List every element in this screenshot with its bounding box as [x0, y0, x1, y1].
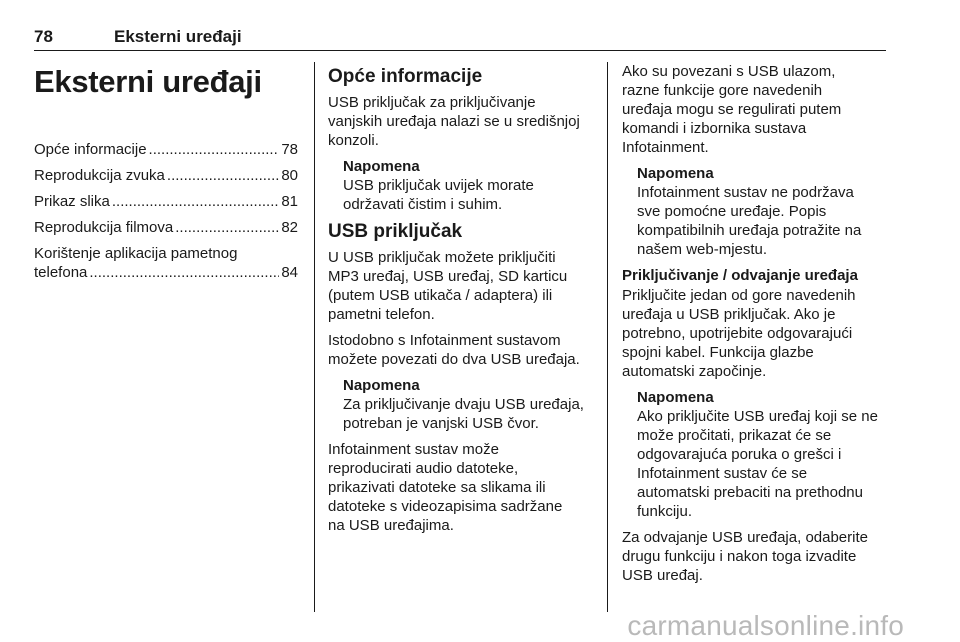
toc-item-images[interactable] [34, 192, 298, 211]
page-number: 78 [34, 27, 53, 46]
section-heading-general: Opće informacije [328, 66, 483, 87]
paragraph: USB priključak za priključivanje vanjskih uređaja nalazi se u središnjoj konzoli. [328, 94, 580, 149]
toc-label: Korištenje aplikacija pametnog [34, 245, 238, 262]
chapter-title: Eksterni uređaji [34, 64, 262, 99]
toc-page-number: 84 [281, 264, 298, 281]
paragraph: U USB priključak možete priključiti MP3 uređaj, USB uređaj, SD karticu (putem USB utikača / adaptera) ili pametni telefon. [328, 249, 568, 323]
toc-page-number: 80 [281, 167, 298, 184]
running-title: Eksterni uređaji [114, 27, 242, 46]
note-title: Napomena [637, 165, 714, 182]
note: Napomena Za priključivanje dvaju USB uređaja, potreban je vanjski USB čvor. [343, 376, 592, 433]
toc-label: telefona [34, 264, 88, 281]
column-divider-2 [607, 62, 608, 612]
column-divider-1 [314, 62, 315, 612]
section-heading-usb: USB priključak [328, 221, 463, 242]
content-column-3 [622, 62, 890, 592]
toc-label: Prikaz slika [34, 193, 110, 210]
note-title: Napomena [343, 377, 420, 394]
note: Napomena Ako priključite USB uređaj koji se ne može pročitati, prikazat će se odgovarajuća poruka o grešci i Infotainment sustav će se automatski prebaciti na prethodnu funkciju. [637, 388, 890, 521]
content-column-2 [328, 62, 592, 542]
watermark: carmanualsonline.info [627, 610, 904, 641]
toc-leader [167, 166, 279, 185]
toc-item-smartphone-apps[interactable] [34, 244, 298, 282]
toc-column [34, 62, 298, 289]
toc-label: Reprodukcija filmova [34, 219, 174, 236]
subheading-connect-disconnect: Priključivanje / odvajanje uređaja [622, 267, 858, 284]
paragraph: Priključite jedan od gore navedenih uređaja u USB priključak. Ako je potrebno, upotrijebite odgovarajući spojni kabel. Funkcija glazbe automatski započinje. [622, 287, 856, 380]
toc-item-audio[interactable] [34, 166, 298, 185]
toc-item-movies[interactable] [34, 218, 298, 237]
toc-leader [112, 192, 279, 211]
toc-item-general[interactable] [34, 140, 298, 159]
paragraph: Infotainment sustav može reproducirati audio datoteke, prikazivati datoteke sa slikama ili datoteke s videozapisima sadržane na USB uređajima. [328, 441, 563, 534]
note-title: Napomena [343, 158, 420, 175]
toc-page-number: 81 [281, 193, 298, 210]
toc-page-number: 78 [281, 141, 298, 158]
note-title: Napomena [637, 389, 714, 406]
page-header [34, 24, 886, 51]
toc-leader [175, 218, 279, 237]
toc-leader [149, 140, 280, 159]
note: Napomena USB priključak uvijek morate održavati čistim i suhim. [343, 157, 592, 214]
note: Napomena Infotainment sustav ne podržava sve pomoćne uređaje. Popis kompatibilnih uređaja potražite na našem web-mjestu. [637, 164, 890, 259]
paragraph: Za odvajanje USB uređaja, odaberite drugu funkciju i nakon toga izvadite USB uređaj. [622, 529, 868, 584]
toc-label: Opće informacije [34, 141, 147, 158]
paragraph: Ako su povezani s USB ulazom, razne funkcije gore navedenih uređaja mogu se regulirati putem komandi i izbornika sustava Infotainment. [622, 63, 842, 156]
toc-page-number: 82 [281, 219, 298, 236]
table-of-contents [34, 140, 298, 282]
paragraph: Istodobno s Infotainment sustavom možete povezati do dva USB uređaja. [328, 332, 580, 368]
toc-label: Reprodukcija zvuka [34, 167, 165, 184]
toc-leader [89, 263, 279, 282]
